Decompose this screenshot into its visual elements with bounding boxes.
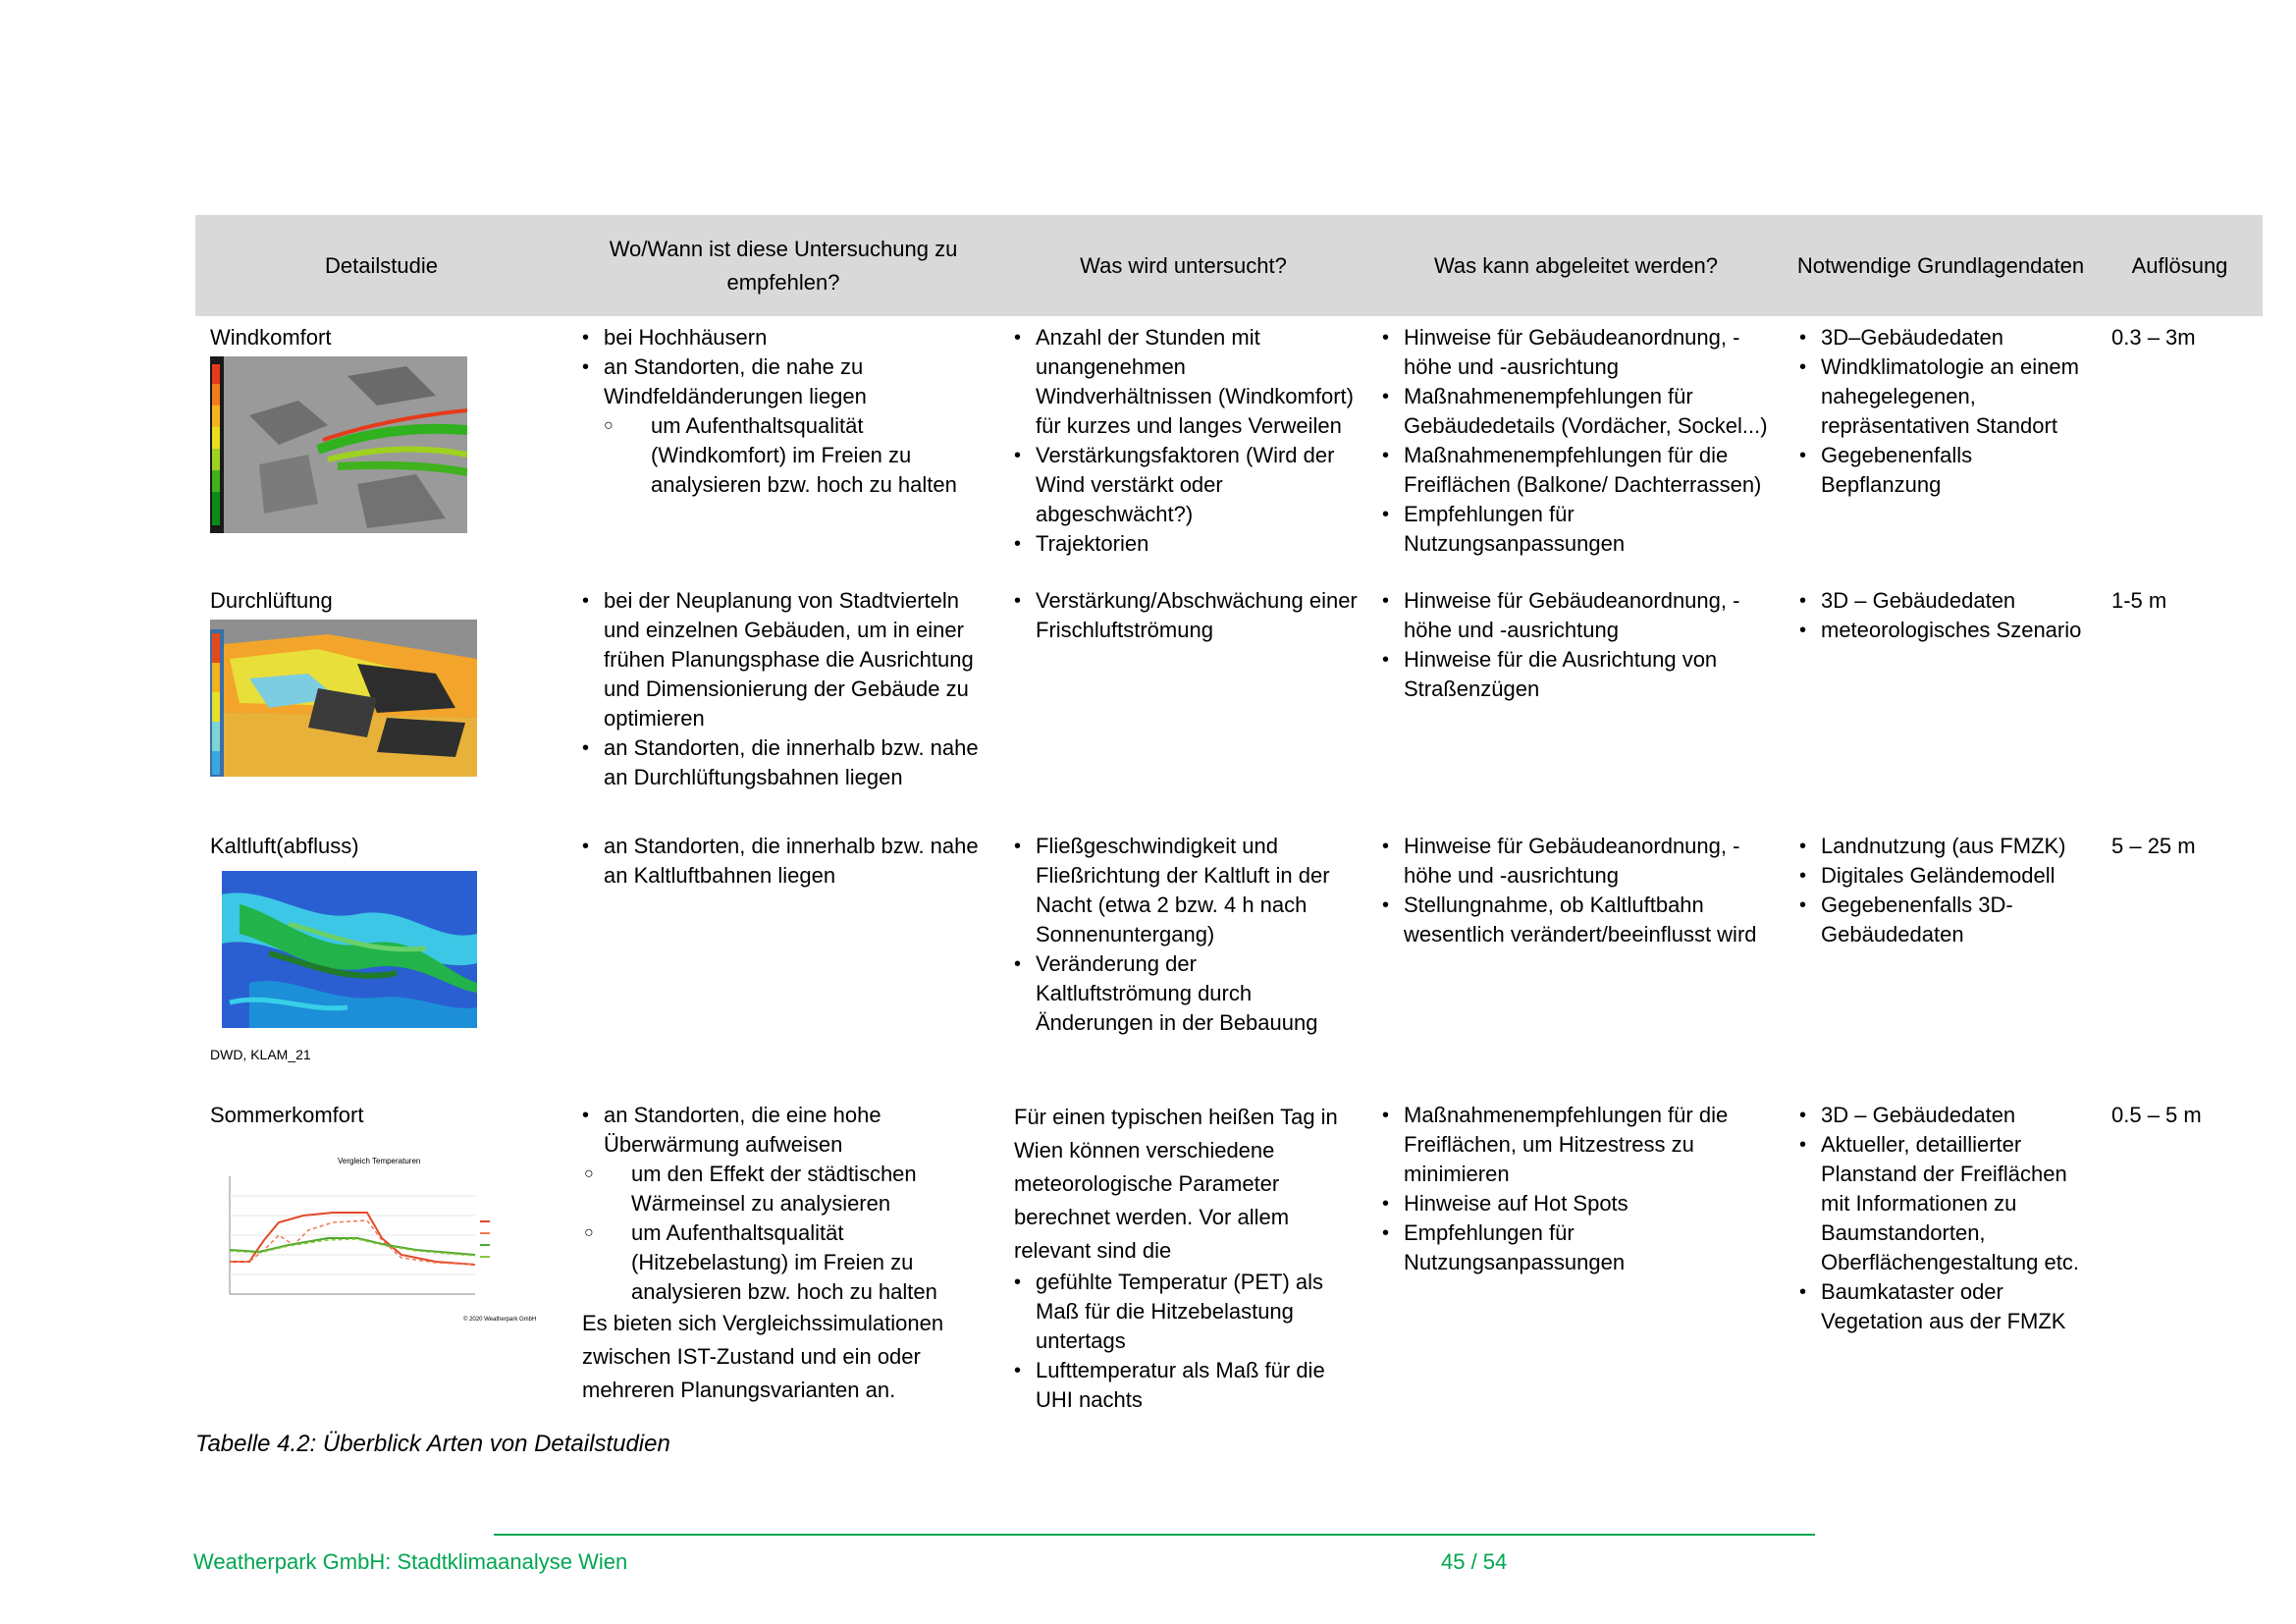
grundlagen-cell [1785,586,2097,792]
header-was-abgeleitet: Was kann abgeleitet werden? [1433,252,1719,278]
grundlagen-cell [1785,323,2097,559]
list-item: • Empfehlungen für Nutzungsanpassungen [1404,500,1775,559]
aufloesung-cell: 1-5 m [2111,588,2167,613]
was-intro: Für einen typischen heißen Tag in Wien können verschiedene meteorologische Parameter berechnet werden. Vor allem relevant sind die [1014,1105,1338,1263]
footer-divider [494,1534,1815,1536]
abgeleitet-cell [1367,832,1785,1069]
study-name: Kaltluft(abfluss) [210,834,359,858]
list-item: • an Standorten, die innerhalb bzw. nahe an Kaltluftbahnen liegen [604,832,989,891]
list-item: • an Standorten, die eine hohe Überwärmung aufweisen [604,1101,989,1160]
list-item: • Fließgeschwindigkeit und Fließrichtung der Kaltluft in der Nacht (etwa 2 bzw. 4 h nach Sonnenuntergang) [1036,832,1358,949]
list-item: • bei der Neuplanung von Stadtvierteln und einzelnen Gebäuden, um in einer frühen Planungsphase die Ausrichtung und Dimensionierung der Gebäude zu optimieren [604,586,989,733]
list-item: • Aktueller, detaillierter Planstand der Freiflächen mit Informationen zu Baumstandorten, Oberflächengestaltung etc. [1821,1130,2087,1277]
aufloesung-cell: 5 – 25 m [2111,834,2196,858]
list-item: • Hinweise für Gebäudeanordnung, -höhe und -ausrichtung [1404,586,1775,645]
header-aufloesung: Auflösung [2131,252,2228,278]
table-row [195,586,2263,792]
list-item: • Maßnahmenempfehlungen für die Freiflächen (Balkone/ Dachterrassen) [1404,441,1775,500]
table-row [195,1101,2263,1415]
header-wo-wann: Wo/Wann ist diese Untersuchung zu empfehlen? [609,236,958,295]
list-item: • Anzahl der Stunden mit unangenehmen Windverhältnissen (Windkomfort) für kurzes und langes Verweilen [1036,323,1358,441]
list-item: ○ um Aufenthaltsqualität (Windkomfort) im Freien zu analysieren bzw. hoch zu halten [651,411,989,500]
page-number: 45 / 54 [1441,1549,1508,1574]
table-caption: Tabelle 4.2: Überblick Arten von Detailstudien [195,1431,670,1457]
was-cell [999,323,1367,559]
list-item: • Windklimatologie an einem nahegelegenen, repräsentativen Standort [1821,352,2087,441]
list-item: • Hinweise für Gebäudeanordnung, -höhe und -ausrichtung [1404,832,1775,891]
list-item: • an Standorten, die nahe zu Windfeldänderungen liegen [604,352,989,411]
study-cell [195,586,567,792]
list-item: • Verstärkung/Abschwächung einer Frischluftströmung [1036,586,1358,645]
table-row [195,832,2263,1069]
list-item: • Trajektorien [1036,529,1358,559]
list-item: • 3D – Gebäudedaten [1821,1101,2087,1130]
study-cell [195,323,567,559]
detail-studies-table [195,215,2263,1412]
abgeleitet-cell [1367,1101,1785,1415]
list-item: • Gegebenenfalls 3D-Gebäudedaten [1821,891,2087,949]
temperature-chart-image [210,1152,549,1328]
list-item: • Digitales Geländemodell [1821,861,2087,891]
was-cell [999,586,1367,792]
aufloesung-cell: 0.5 – 5 m [2111,1103,2202,1127]
study-name: Sommerkomfort [210,1103,364,1127]
list-item: • 3D–Gebäudedaten [1821,323,2087,352]
list-item: • 3D – Gebäudedaten [1821,586,2087,616]
list-item: • meteorologisches Szenario [1821,616,2087,645]
grundlagen-cell [1785,1101,2097,1415]
image-caption: DWD, KLAM_21 [210,1047,311,1062]
aufloesung-cell: 0.3 – 3m [2111,325,2196,350]
table-row [195,323,2263,559]
ventilation-simulation-image [210,620,477,777]
wo-cell [567,832,999,1069]
list-item: • gefühlte Temperatur (PET) als Maß für die Hitzebelastung untertags [1036,1268,1358,1356]
list-item: • an Standorten, die innerhalb bzw. nahe an Durchlüftungsbahnen liegen [604,733,989,792]
study-name: Durchlüftung [210,588,333,613]
study-cell [195,1101,567,1415]
list-item: • Lufttemperatur als Maß für die UHI nachts [1036,1356,1358,1415]
list-item: • Baumkataster oder Vegetation aus der FMZK [1821,1277,2087,1336]
table-header [195,215,2263,316]
list-item: • bei Hochhäusern [604,323,989,352]
list-item: • Veränderung der Kaltluftströmung durch Änderungen in der Bebauung [1036,949,1358,1038]
list-item: ○ um den Effekt der städtischen Wärmeinsel zu analysieren [631,1160,989,1218]
wo-cell [567,323,999,559]
abgeleitet-cell [1367,586,1785,792]
was-cell [999,832,1367,1069]
header-was-untersucht: Was wird untersucht? [1080,252,1287,278]
header-detailstudie: Detailstudie [325,252,438,278]
list-item: • Verstärkungsfaktoren (Wird der Wind verstärkt oder abgeschwächt?) [1036,441,1358,529]
list-item: • Gegebenenfalls Bepflanzung [1821,441,2087,500]
list-item: • Hinweise auf Hot Spots [1404,1189,1775,1218]
list-item: • Landnutzung (aus FMZK) [1821,832,2087,861]
list-item: • Maßnahmenempfehlungen für Gebäudedetails (Vordächer, Sockel...) [1404,382,1775,441]
list-item: ○ um Aufenthaltsqualität (Hitzebelastung) im Freien zu analysieren bzw. hoch zu halten [631,1218,989,1307]
list-item: • Maßnahmenempfehlungen für die Freiflächen, um Hitzestress zu minimieren [1404,1101,1775,1189]
wo-cell [567,586,999,792]
chart-title: Vergleich Temperaturen [338,1157,421,1165]
header-grundlagen: Notwendige Grundlagendaten [1796,252,2085,278]
list-item: • Hinweise für die Ausrichtung von Straßenzügen [1404,645,1775,704]
cold-air-simulation-image [210,865,481,1034]
list-item: • Stellungnahme, ob Kaltluftbahn wesentlich verändert/beeinflusst wird [1404,891,1775,949]
abgeleitet-cell [1367,323,1785,559]
footer-company: Weatherpark GmbH: Stadtklimaanalyse Wien [193,1549,628,1574]
study-name: Windkomfort [210,325,332,350]
list-item: • Empfehlungen für Nutzungsanpassungen [1404,1218,1775,1277]
wo-cell [567,1101,999,1415]
grundlagen-cell [1785,832,2097,1069]
was-cell [999,1101,1367,1415]
chart-credit: © 2020 Weatherpark GmbH [463,1317,537,1323]
comparison-note: Es bieten sich Vergleichssimulationen zwischen IST-Zustand und ein oder mehreren Planungsvarianten an. [582,1311,944,1402]
wind-simulation-image [210,356,467,533]
study-cell [195,832,567,1069]
list-item: • Hinweise für Gebäudeanordnung, -höhe und -ausrichtung [1404,323,1775,382]
